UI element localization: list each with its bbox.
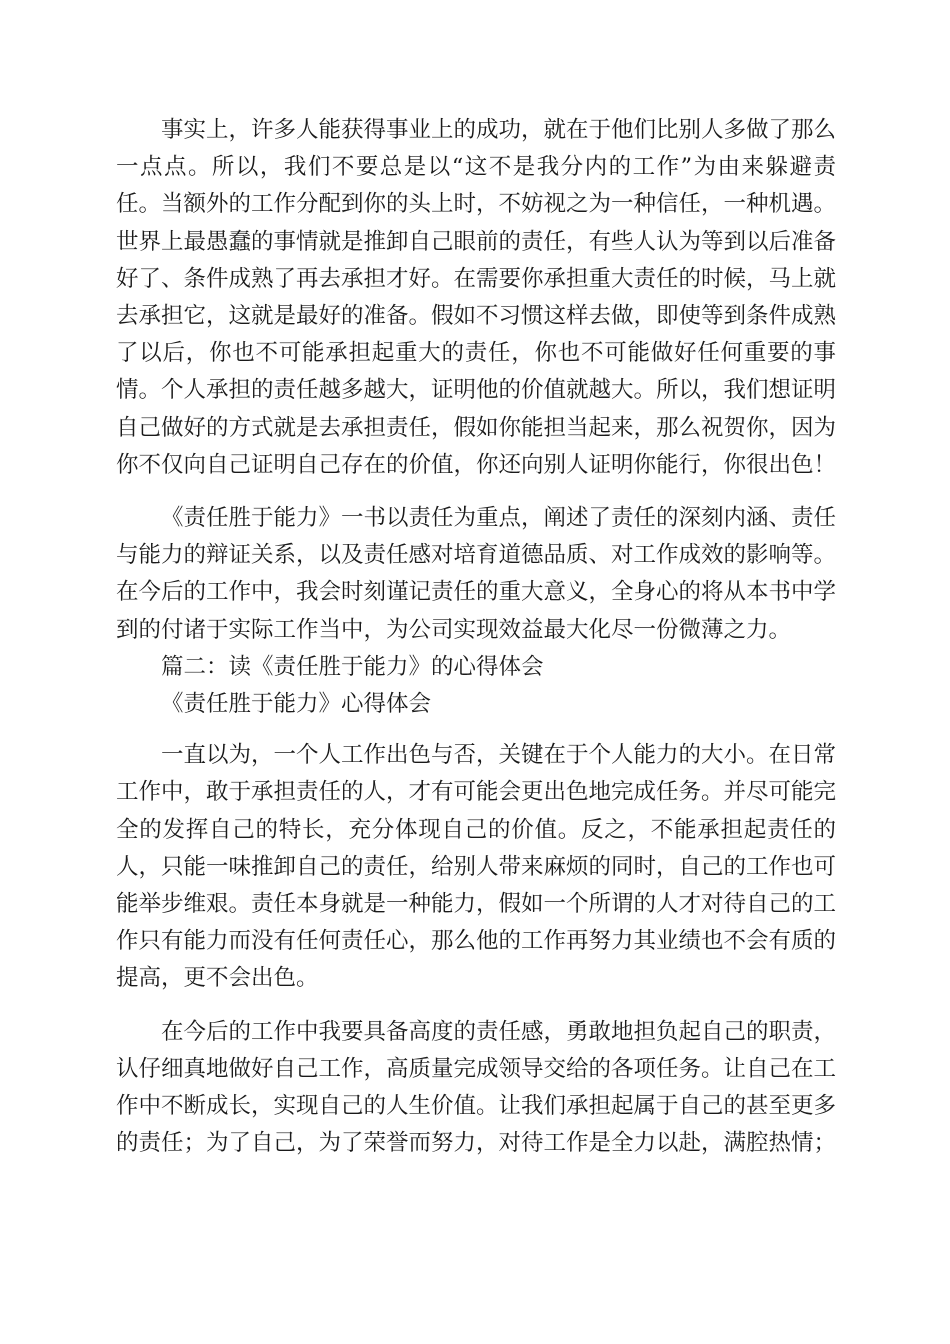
text-line: 能举步维艰。责任本身就是一种能力，假如一个所谓的人才对待自己的工 <box>116 891 837 918</box>
paragraph-responsibility-success <box>116 112 836 484</box>
text-line: 一直以为，一个人工作出色与否，关键在于个人能力的大小。在日常 <box>161 742 837 769</box>
text-line: 与能力的辩证关系，以及责任感对培育道德品质、对工作成效的影响等。 <box>116 542 837 569</box>
text-line: 你不仅向自己证明自己存在的价值，你还向别人证明你能行，你很出色！ <box>116 451 837 478</box>
section-subtitle: 《责任胜于能力》心得体会 <box>161 691 432 718</box>
section-heading: 篇二：读《责任胜于能力》的心得体会 <box>161 653 544 680</box>
text-line: 的责任；为了自己，为了荣誉而努力，对待工作是全力以赴，满腔热情； <box>116 1130 837 1157</box>
text-line: 任。当额外的工作分配到你的头上时，不妨视之为一种信任，一种机遇。 <box>116 191 837 218</box>
text-line: 一点点。所以，我们不要总是以“这不是我分内的工作”为由来躲避责 <box>116 154 836 181</box>
text-line: 事实上，许多人能获得事业上的成功，就在于他们比别人多做了那么 <box>161 117 837 143</box>
text-line: 情。个人承担的责任越多越大，证明他的价值就越大。所以，我们想证明 <box>116 377 837 404</box>
paragraph-future-commitment <box>116 1014 836 1163</box>
text-line: 工作中，敢于承担责任的人，才有可能会更出色地完成任务。并尽可能完 <box>116 779 837 806</box>
text-line: 作只有能力而没有任何责任心，那么他的工作再努力其业绩也不会有质的 <box>116 928 837 955</box>
text-line: 自己做好的方式就是去承担责任，假如你能担当起来，那么祝贺你，因为 <box>116 414 837 441</box>
text-line: 《责任胜于能力》一书以责任为重点，阐述了责任的深刻内涵、责任 <box>161 505 837 532</box>
text-line: 作中不断成长，实现自己的人生价值。让我们承担起属于自己的甚至更多 <box>116 1093 837 1120</box>
text-line: 世界上最愚蠢的事情就是推卸自己眼前的责任，有些人认为等到以后准备 <box>116 228 837 255</box>
text-line: 在今后的工作中我要具备高度的责任感，勇敢地担负起自己的职责， <box>161 1018 837 1045</box>
paragraph-book-summary <box>116 500 836 649</box>
text-line: 人，只能一味推卸自己的责任，给别人带来麻烦的同时，自己的工作也可 <box>116 853 837 880</box>
text-line: 到的付诸于实际工作当中，为公司实现效益最大化尽一份微薄之力。 <box>116 616 792 643</box>
text-line: 去承担它，这就是最好的准备。假如不习惯这样去做，即使等到条件成熟 <box>116 303 837 330</box>
document-body <box>116 112 836 1162</box>
text-line: 提高，更不会出色。 <box>116 965 319 992</box>
text-line: 好了、条件成熟了再去承担才好。在需要你承担重大责任的时候，马上就 <box>116 265 837 292</box>
text-line: 认仔细真地做好自己工作，高质量完成领导交给的各项任务。让自己在工 <box>116 1055 837 1082</box>
paragraph-ability-vs-responsibility <box>116 737 836 997</box>
text-line: 全的发挥自己的特长，充分体现自己的价值。反之，不能承担起责任的 <box>116 816 836 843</box>
text-line: 在今后的工作中，我会时刻谨记责任的重大意义，全身心的将从本书中学 <box>116 579 837 606</box>
text-line: 了以后，你也不可能承担起重大的责任，你也不可能做好任何重要的事 <box>116 340 836 367</box>
